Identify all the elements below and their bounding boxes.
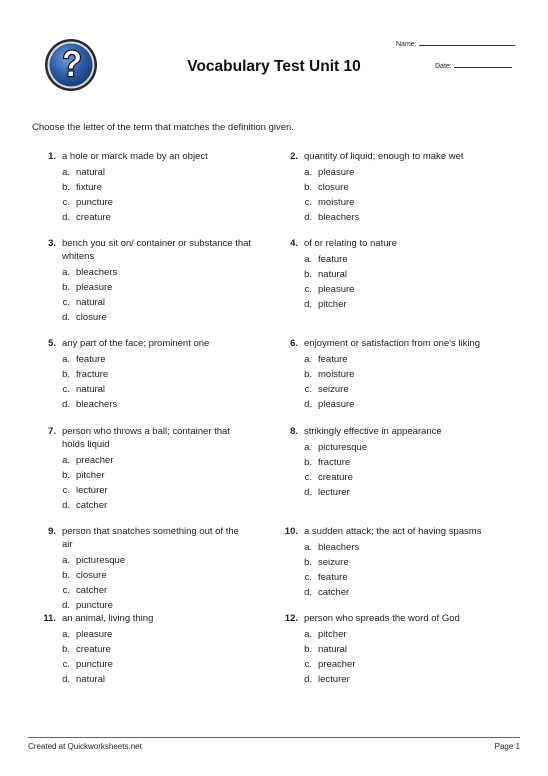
option-letter: a. [304,167,312,178]
option [32,453,252,468]
option-letter: c. [62,297,70,308]
question-text: a hole or marck made by an object [62,151,208,162]
option-letter: c. [304,197,312,208]
question-text: person that snatches something out of the air [62,526,239,550]
footer-credit: Created at Quickworksheets.net [28,742,142,751]
option [274,180,494,195]
option-letter: a. [62,555,70,566]
option-text: pleasure [318,167,355,178]
question-number: 6. [290,338,298,349]
option [32,382,252,397]
option-letter: a. [304,629,312,640]
option-letter: b. [62,644,70,655]
option [274,282,494,297]
option [32,642,252,657]
question-number: 7. [48,426,56,437]
option [274,470,494,485]
option-text: fixture [76,182,102,193]
option-letter: a. [62,629,70,640]
option-letter: b. [62,470,70,481]
option-text: bleachers [76,267,118,278]
option-letter: a. [62,455,70,466]
option-text: preacher [76,455,114,466]
option-text: natural [76,384,106,395]
option-letter: b. [304,269,312,280]
option [274,210,494,225]
option-text: natural [76,674,106,685]
option-letter: b. [304,557,312,568]
option-letter: b. [62,182,70,193]
question-12 [274,612,494,687]
option-text: seizure [318,384,349,395]
option [32,483,252,498]
option-letter: d. [304,212,312,223]
option-letter: b. [304,182,312,193]
option-text: feature [76,354,106,365]
option-text: puncture [76,659,113,670]
footer-divider [28,737,520,738]
option [32,553,252,568]
question-text: strikingly effective in appearance [304,426,442,437]
page-title: Vocabulary Test Unit 10 [187,58,361,75]
name-label: Name: [396,41,417,48]
question-1 [32,150,252,225]
option-text: closure [76,570,107,581]
option [274,627,494,642]
option-letter: b. [304,457,312,468]
option-letter: d. [304,587,312,598]
option [274,397,494,412]
question-8 [274,425,494,500]
option [274,555,494,570]
option [274,352,494,367]
option-letter: d. [62,500,70,511]
option-letter: c. [304,384,312,395]
option [32,180,252,195]
option-text: feature [318,354,348,365]
option-letter: d. [62,312,70,323]
question-9 [32,525,252,613]
option-letter: a. [304,354,312,365]
question-3 [32,237,252,325]
option-letter: d. [62,212,70,223]
option [274,585,494,600]
option [32,280,252,295]
option-text: picturesque [76,555,126,566]
question-text: person who spreads the word of God [304,613,460,624]
option-letter: d. [304,487,312,498]
option-letter: c. [62,384,70,395]
question-number: 11. [43,613,56,624]
option-text: pleasure [318,284,355,295]
question-number: 1. [48,151,56,162]
option [32,627,252,642]
question-number: 9. [48,526,56,537]
option-letter: a. [304,442,312,453]
option [32,468,252,483]
option-text: bleachers [76,399,118,410]
option-letter: a. [304,542,312,553]
option-letter: d. [62,600,70,611]
option [274,165,494,180]
option [32,310,252,325]
option-text: catcher [76,500,108,511]
option [274,195,494,210]
page-number: Page 1 [494,742,520,751]
option-text: bleachers [318,542,360,553]
option [274,367,494,382]
option [32,195,252,210]
question-number: 8. [290,426,298,437]
date-blank[interactable] [454,60,512,68]
instructions: Choose the letter of the term that matches the definition given. [32,122,294,133]
option [274,440,494,455]
option-text: preacher [318,659,356,670]
option [274,297,494,312]
option-text: pleasure [76,629,113,640]
question-number: 10. [284,526,298,537]
option-text: seizure [318,557,349,568]
question-10 [274,525,494,600]
question-text: enjoyment or satisfaction from one's liking [304,338,481,349]
option [32,210,252,225]
option-text: bleachers [318,212,360,223]
question-11 [32,612,252,687]
option [32,352,252,367]
question-number: 2. [290,151,298,162]
question-text: a sudden attack; the act of having spasms [304,526,482,537]
option-text: lecturer [318,487,350,498]
option [32,265,252,280]
name-blank[interactable] [419,38,515,46]
option [32,568,252,583]
option-text: fracture [318,457,351,468]
question-4 [274,237,494,312]
option-letter: c. [304,659,312,670]
option-letter: d. [62,674,70,685]
option-letter: d. [304,299,312,310]
option [32,657,252,672]
option [274,570,494,585]
question-text: quantity of liquid; enough to make wet [304,151,464,162]
option-text: puncture [76,600,113,611]
date-line [435,60,512,70]
option [32,598,252,613]
option-text: picturesque [318,442,368,453]
option-text: feature [318,572,348,583]
option [274,382,494,397]
option-letter: b. [62,282,70,293]
option-text: closure [76,312,107,323]
option [32,397,252,412]
option-text: natural [76,167,106,178]
option [274,485,494,500]
option-text: moisture [318,369,355,380]
question-number: 3. [48,238,56,249]
option-text: pitcher [318,629,347,640]
option-text: lecturer [318,674,350,685]
option [274,642,494,657]
option [32,367,252,382]
option-letter: c. [304,284,312,295]
option-text: catcher [318,587,350,598]
option-letter: a. [62,354,70,365]
option [274,267,494,282]
option-letter: a. [62,267,70,278]
option-text: closure [318,182,349,193]
option-letter: d. [304,674,312,685]
option-letter: c. [62,197,70,208]
option-text: natural [318,269,348,280]
option-letter: b. [62,369,70,380]
name-line [396,38,515,48]
option-letter: b. [304,369,312,380]
question-number: 12. [284,613,298,624]
date-label: Date: [435,63,452,70]
option [274,657,494,672]
option-text: creature [76,644,111,655]
option-text: natural [318,644,348,655]
question-text: bench you sit on/ container or substance that whitens [62,238,252,262]
option-text: fracture [76,369,109,380]
option-text: feature [318,254,348,265]
option-letter: d. [304,399,312,410]
question-6 [274,337,494,412]
option-text: puncture [76,197,113,208]
question-text: any part of the face; prominent one [62,338,210,349]
option-letter: a. [304,254,312,265]
option-text: creature [318,472,353,483]
question-2 [274,150,494,225]
question-text: an animal, living thing [62,613,154,624]
option [274,455,494,470]
option [32,583,252,598]
option [32,165,252,180]
option [32,672,252,687]
option-letter: b. [62,570,70,581]
option-text: pitcher [76,470,105,481]
question-number: 5. [48,338,56,349]
question-7 [32,425,252,513]
option-text: natural [76,297,106,308]
option-letter: d. [62,399,70,410]
option-text: pleasure [318,399,355,410]
question-number: 4. [290,238,298,249]
option-letter: a. [62,167,70,178]
option-text: lecturer [76,485,108,496]
question-text: of or relating to nature [304,238,397,249]
option-text: pleasure [76,282,113,293]
option-letter: c. [62,659,70,670]
option-text: moisture [318,197,355,208]
option-text: creature [76,212,111,223]
option-letter: c. [62,585,70,596]
question-5 [32,337,252,412]
option-text: catcher [76,585,108,596]
option-letter: c. [304,572,312,583]
option-letter: c. [304,472,312,483]
option-letter: b. [304,644,312,655]
option [274,540,494,555]
option [274,672,494,687]
option [32,295,252,310]
option [274,252,494,267]
option-text: pitcher [318,299,347,310]
question-text: person who throws a ball; container that holds liquid [62,426,230,450]
option-letter: c. [62,485,70,496]
option [32,498,252,513]
